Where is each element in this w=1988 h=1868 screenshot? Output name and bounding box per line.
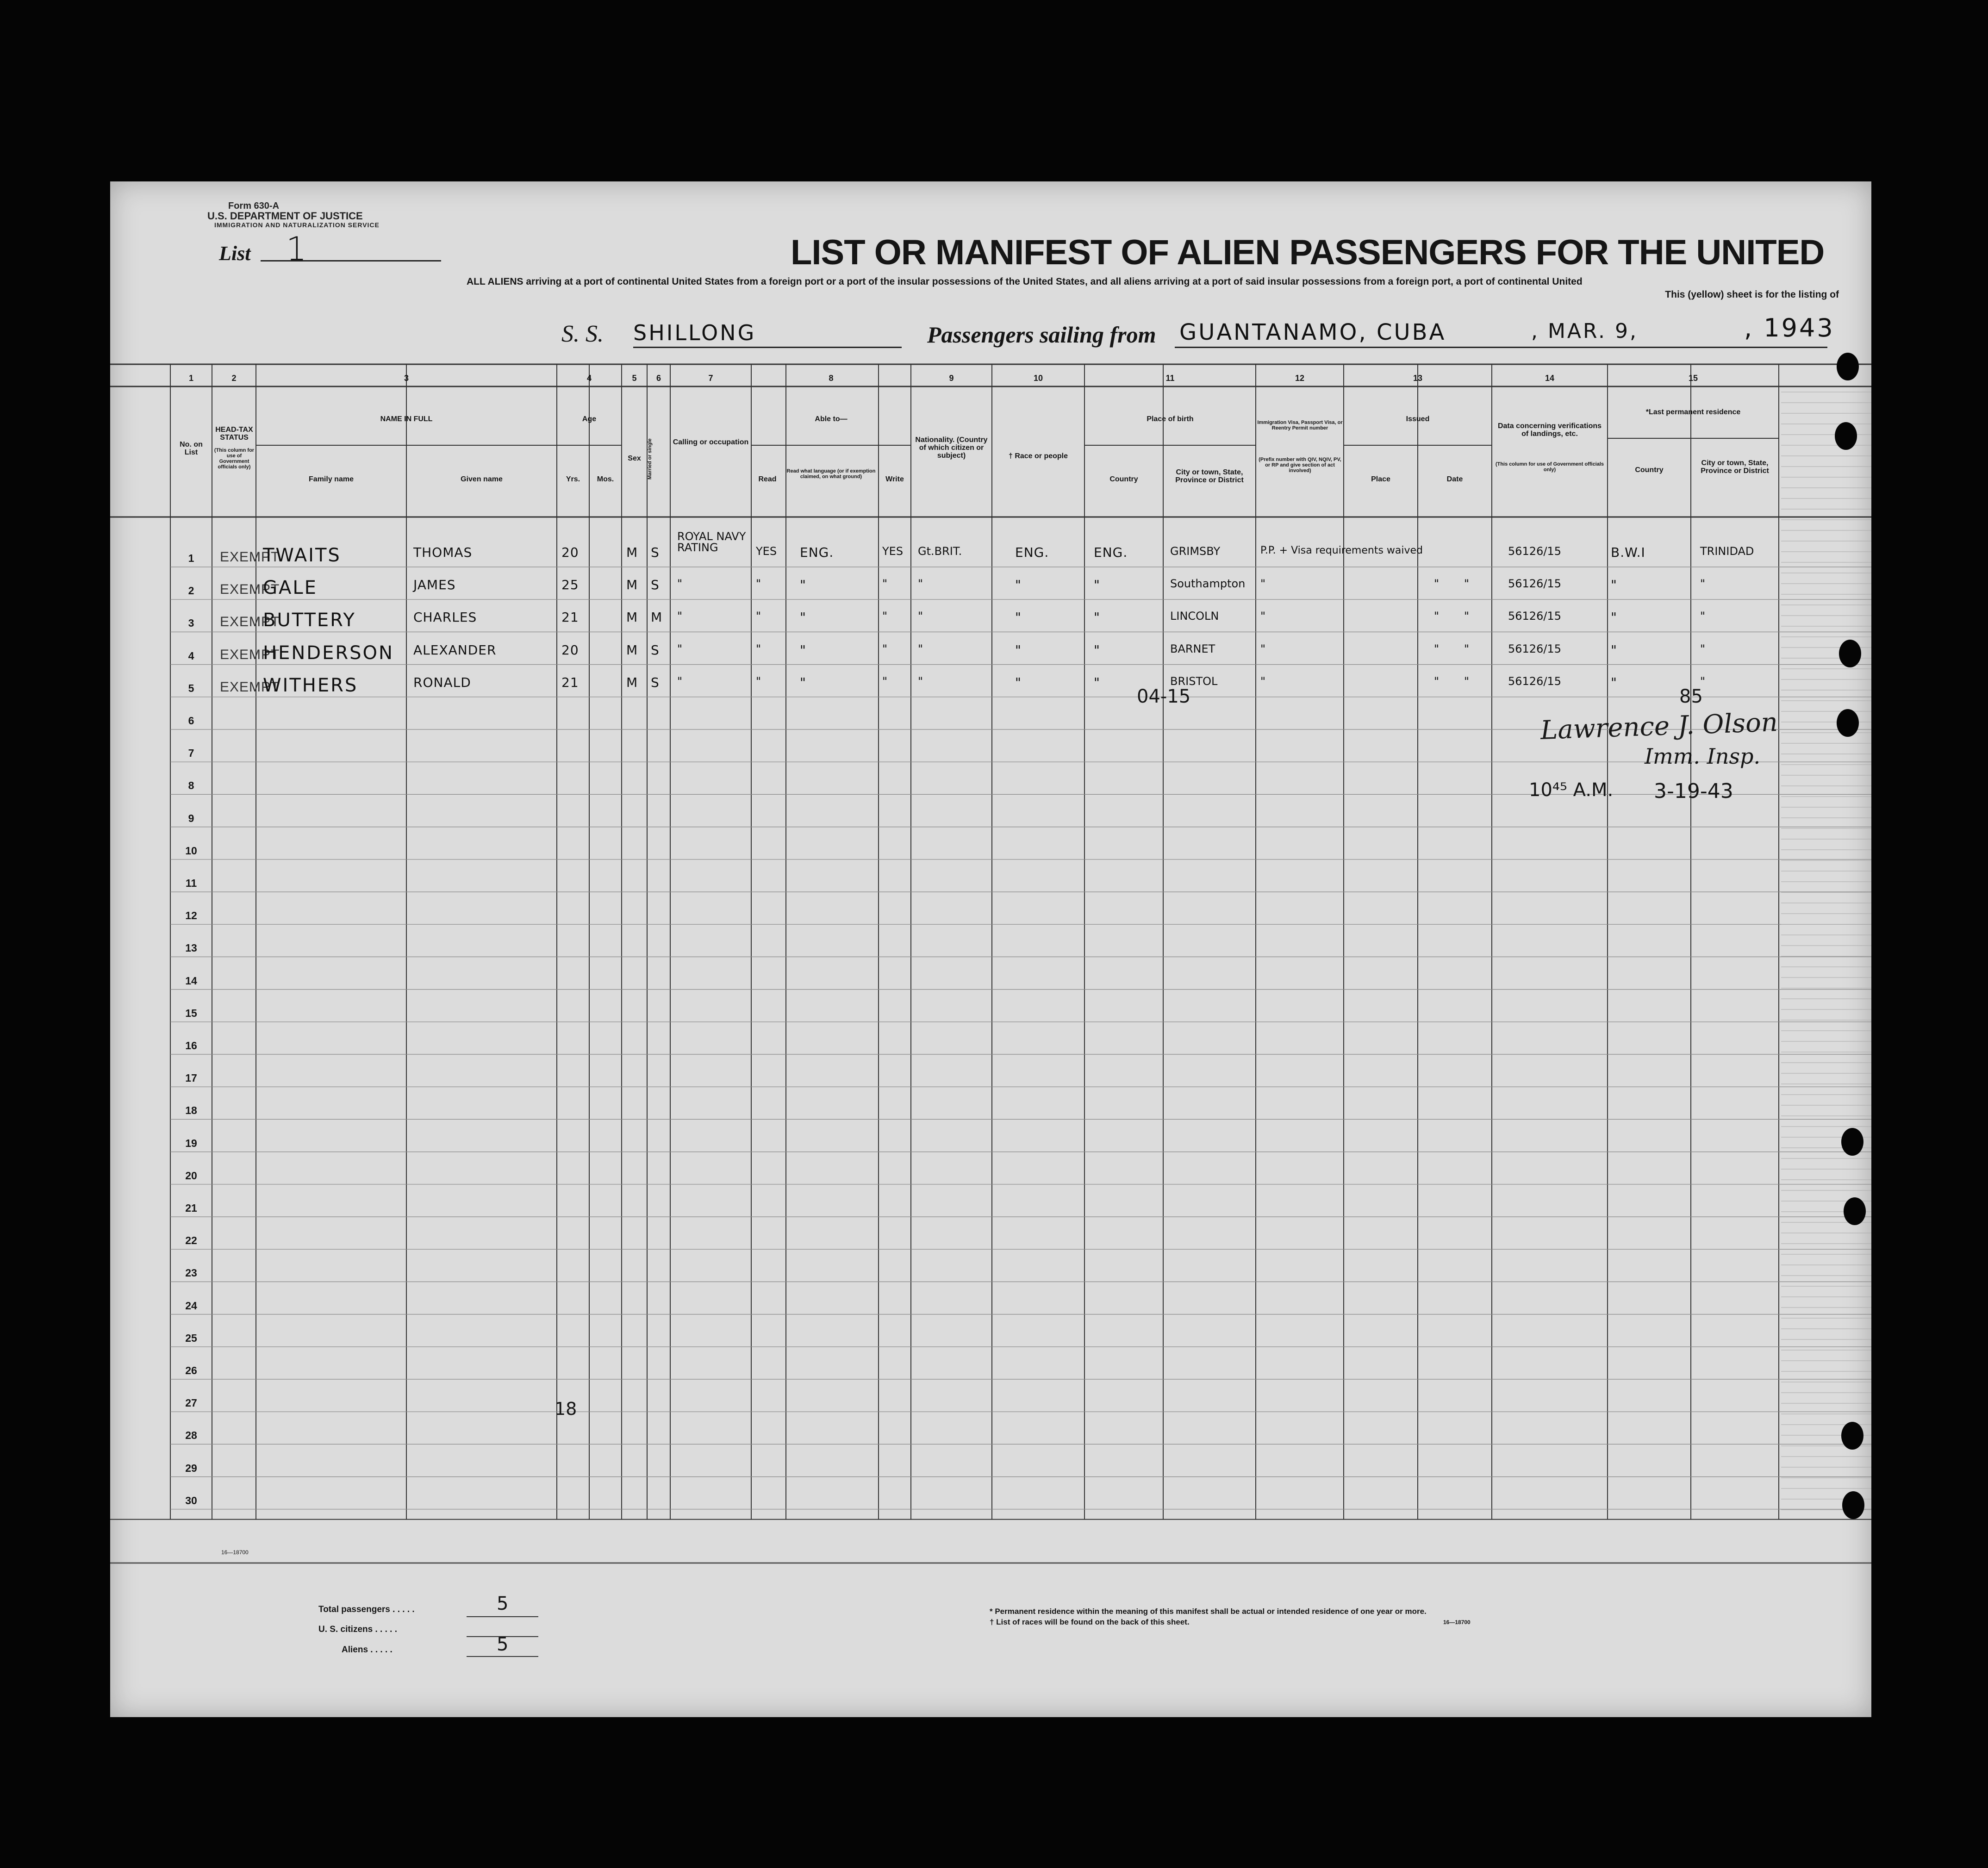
form-number: Form 630-A	[228, 201, 280, 211]
service-name: IMMIGRATION AND NATURALIZATION SERVICE	[214, 221, 380, 229]
visa-number: "	[1260, 674, 1266, 688]
issued-date: "	[1464, 674, 1470, 688]
residence-city: TRINIDAD	[1700, 545, 1754, 558]
visa-number: "	[1260, 577, 1266, 591]
header-visa-note: (Prefix number with QIV, NQIV, PV, or RP and give section of act involved)	[1259, 457, 1341, 473]
can-read: "	[756, 674, 761, 688]
row-number: 10	[185, 844, 197, 857]
row-number: 28	[185, 1429, 197, 1442]
age-years: 25	[561, 577, 579, 593]
row-number: 25	[185, 1332, 197, 1344]
birth-country: ENG.	[1094, 545, 1128, 560]
row-number: 15	[185, 1007, 197, 1019]
inspection-time: 10⁴⁵ A.M.	[1529, 779, 1614, 801]
birth-country: "	[1094, 577, 1100, 593]
aliens-label: Aliens . . . . .	[342, 1645, 393, 1655]
read-language: "	[800, 674, 806, 690]
birth-country: "	[1094, 610, 1100, 625]
issued-place: "	[1434, 610, 1440, 623]
age-years: 21	[561, 674, 579, 690]
can-write: "	[882, 642, 888, 655]
head-tax-status: EXEMPT	[220, 679, 280, 695]
header-race: † Race or people	[1008, 452, 1068, 460]
row-number: 21	[185, 1202, 197, 1214]
header-name-in-full: NAME IN FULL	[380, 415, 433, 423]
binder-hole	[1842, 1491, 1864, 1519]
calling: "	[677, 577, 683, 591]
row-number: 23	[185, 1267, 197, 1279]
col-num-3: 3	[404, 374, 409, 383]
row-number: 8	[188, 779, 194, 792]
total-passengers-line	[467, 1616, 538, 1617]
header-issued: Issued	[1406, 415, 1430, 423]
residence-city: "	[1700, 674, 1706, 688]
sex: M	[626, 674, 638, 690]
marital-status: S	[651, 577, 660, 593]
header-head-tax-note: (This column for use of Government officials only)	[214, 448, 255, 470]
inspection-date: 3-19-43	[1654, 779, 1733, 803]
us-citizens-label: U. S. citizens . . . . .	[318, 1625, 397, 1634]
header-res-country: Country	[1635, 466, 1664, 474]
can-read: "	[756, 577, 761, 591]
row-number: 7	[188, 747, 194, 760]
family-name: HENDERSON	[263, 642, 394, 664]
calling: ROYAL NAVY RATING	[677, 530, 746, 554]
row-number: 20	[185, 1169, 197, 1182]
binder-hole	[1839, 640, 1861, 667]
header-head-tax: HEAD-TAX STATUS	[215, 426, 253, 442]
sailing-date: , MAR. 9,	[1531, 319, 1638, 343]
birth-city: BARNET	[1170, 642, 1215, 655]
given-name: THOMAS	[413, 545, 473, 560]
header-nationality: Nationality. (Country of which citizen or subject)	[915, 436, 988, 460]
binder-hole	[1837, 709, 1859, 737]
residence-country: "	[1611, 577, 1617, 593]
col-num-4: 4	[586, 374, 592, 383]
can-read: "	[756, 610, 761, 623]
sex: M	[626, 545, 638, 560]
header-married: Married or single	[647, 438, 653, 480]
header-sex: Sex	[628, 455, 641, 462]
can-read: "	[756, 642, 761, 655]
ship-name: SHILLONG	[633, 320, 756, 345]
col-num-7: 7	[708, 374, 713, 383]
footnote-code: 16—18700	[1443, 1619, 1471, 1625]
landing-data: 56126/15	[1508, 674, 1561, 688]
col-num-14: 14	[1545, 374, 1555, 383]
issued-place: "	[1434, 674, 1440, 688]
row-number: 6	[188, 715, 194, 727]
issued-place: "	[1434, 642, 1440, 655]
issued-date: "	[1464, 577, 1470, 591]
list-number: 1	[286, 230, 307, 268]
manifest-title: LIST OR MANIFEST OF ALIEN PASSENGERS FOR THE UNITED	[791, 233, 1825, 272]
birth-country: "	[1094, 674, 1100, 690]
header-read-language: Read what language (or if exemption claimed, on what ground)	[786, 468, 876, 479]
header-calling: Calling or occupation	[673, 438, 749, 446]
read-language: "	[800, 610, 806, 625]
header-age: Age	[582, 415, 597, 423]
footnote-races: † List of races will be found on the back of this sheet.	[990, 1618, 1190, 1626]
row-number: 18	[185, 1104, 197, 1117]
nationality: Gt.BRIT.	[918, 545, 962, 558]
residence-country: "	[1611, 610, 1617, 625]
marital-status: S	[651, 545, 660, 560]
race: ENG.	[1015, 545, 1049, 560]
birth-city: GRIMSBY	[1170, 545, 1221, 558]
race: "	[1015, 674, 1022, 690]
race: "	[1015, 577, 1022, 593]
inspector-title: Imm. Insp.	[1645, 744, 1761, 769]
marital-status: S	[651, 642, 660, 658]
residence-city: "	[1700, 610, 1706, 623]
residence-country: "	[1611, 674, 1617, 690]
header-family-name: Family name	[309, 475, 354, 483]
row-number: 9	[188, 812, 194, 824]
nationality: "	[918, 610, 923, 623]
family-name: BUTTERY	[263, 610, 356, 631]
landing-data: 56126/15	[1508, 642, 1561, 655]
header-mos: Mos.	[597, 475, 614, 483]
col-num-11: 11	[1165, 374, 1175, 383]
row-number: 11	[185, 877, 197, 889]
head-tax-status: EXEMPT	[220, 647, 280, 662]
residence-city: "	[1700, 577, 1706, 591]
visa-number: "	[1260, 610, 1266, 623]
sex: M	[626, 642, 638, 658]
birth-country: "	[1094, 642, 1100, 658]
landing-data: 56126/15	[1508, 545, 1561, 558]
sailing-port: GUANTANAMO, CUBA	[1179, 319, 1446, 345]
row-number: 3	[188, 617, 194, 629]
birth-city: BRISTOL	[1170, 674, 1218, 688]
header-last-residence: *Last permanent residence	[1645, 408, 1741, 416]
subtitle-line-1: ALL ALIENS arriving at a port of continental United States from a foreign port or a port of the insular possessions of the United States, and all aliens arriving at a port of said insular possessions from a foreign port, a port of continental United	[467, 276, 1583, 287]
read-language: "	[800, 642, 806, 658]
row-number: 5	[188, 682, 194, 694]
aliens-line	[467, 1656, 538, 1657]
row-number: 30	[185, 1494, 197, 1507]
row-number: 13	[185, 942, 197, 954]
col-num-1: 1	[188, 374, 193, 383]
header-write: Write	[885, 475, 904, 483]
issued-place: "	[1434, 577, 1440, 591]
race: "	[1015, 642, 1022, 658]
sailing-year: , 1943	[1744, 313, 1835, 342]
landing-data: 56126/15	[1508, 610, 1561, 623]
header-birth-city: City or town, State, Province or District	[1175, 468, 1244, 484]
binder-hole	[1844, 1197, 1866, 1225]
annotation-top-note: 04-15	[1137, 686, 1191, 707]
header-issued-date: Date	[1446, 475, 1463, 483]
row-number: 16	[185, 1040, 197, 1052]
row-number: 27	[185, 1397, 197, 1409]
read-language: ENG.	[800, 545, 834, 560]
residence-city: "	[1700, 642, 1706, 655]
ship-label: S. S.	[561, 321, 604, 347]
row-number: 22	[185, 1234, 197, 1247]
can-write: "	[882, 674, 888, 688]
count-mark: 18	[555, 1399, 577, 1419]
annotation-top-note-2: 85	[1679, 686, 1703, 707]
age-years: 21	[561, 610, 579, 625]
sex: M	[626, 577, 638, 593]
given-name: RONALD	[413, 674, 471, 690]
binder-hole	[1841, 1422, 1863, 1450]
can-write: "	[882, 577, 888, 591]
visa-number: P.P. + Visa requirements waived	[1260, 545, 1423, 556]
header-issued-place: Place	[1371, 475, 1390, 483]
binder-hole	[1837, 353, 1859, 380]
aliens-value: 5	[497, 1634, 509, 1655]
list-label: List	[219, 242, 251, 265]
issued-date: "	[1464, 610, 1470, 623]
header-landing-note: (This column for use of Government officials only)	[1495, 461, 1604, 473]
sex: M	[626, 610, 638, 625]
given-name: JAMES	[413, 577, 456, 593]
header-place-of-birth: Place of birth	[1147, 415, 1194, 423]
can-write: YES	[882, 545, 904, 558]
landing-data: 56126/15	[1508, 577, 1561, 591]
header-landing-data: Data concerning verifications of landings, etc.	[1497, 422, 1602, 438]
subtitle-line-2: This (yellow) sheet is for the listing of	[1665, 289, 1839, 300]
col-num-12: 12	[1295, 374, 1305, 383]
read-language: "	[800, 577, 806, 593]
residence-country: B.W.I	[1611, 545, 1645, 560]
total-passengers-label: Total passengers . . . . .	[318, 1605, 415, 1614]
nationality: "	[918, 642, 923, 655]
row-number: 24	[185, 1299, 197, 1312]
residence-country: "	[1611, 642, 1617, 658]
calling: "	[677, 610, 683, 623]
form-code: 16—18700	[221, 1549, 249, 1556]
row-number: 19	[185, 1137, 197, 1149]
row-number: 17	[185, 1072, 197, 1084]
row-number: 4	[188, 649, 194, 662]
can-write: "	[882, 610, 888, 623]
race: "	[1015, 610, 1022, 625]
col-num-9: 9	[949, 374, 954, 383]
head-tax-status: EXEMPT	[220, 582, 280, 598]
birth-city: Southampton	[1170, 577, 1246, 591]
family-name: GALE	[263, 577, 318, 599]
family-name: TWAITS	[263, 545, 341, 566]
visa-number: "	[1260, 642, 1266, 655]
binder-hole	[1841, 1128, 1863, 1156]
given-name: ALEXANDER	[413, 642, 497, 658]
row-number: 26	[185, 1364, 197, 1376]
col-num-10: 10	[1033, 374, 1043, 383]
row-number: 2	[188, 585, 194, 597]
marital-status: S	[651, 674, 660, 690]
manifest-sheet	[110, 181, 1871, 1717]
total-passengers-value: 5	[497, 1593, 509, 1614]
header-visa: Immigration Visa, Passport Visa, or Reentry Permit number	[1257, 420, 1343, 431]
birth-city: LINCOLN	[1170, 610, 1219, 623]
col-num-5: 5	[632, 374, 637, 383]
header-read: Read	[758, 475, 777, 483]
calling: "	[677, 674, 683, 688]
header-given-name: Given name	[461, 475, 503, 483]
head-tax-status: EXEMPT	[220, 549, 280, 565]
row-number: 1	[188, 552, 194, 564]
department-name: U.S. DEPARTMENT OF JUSTICE	[207, 210, 363, 222]
head-tax-status: EXEMPT	[220, 614, 280, 630]
header-birth-country: Country	[1109, 475, 1138, 483]
inspector-signature: Lawrence J. Olson	[1540, 707, 1778, 746]
can-read: YES	[756, 545, 777, 558]
family-name: WITHERS	[263, 674, 358, 696]
age-years: 20	[561, 642, 579, 658]
col-num-13: 13	[1413, 374, 1423, 383]
col-num-15: 15	[1688, 374, 1698, 383]
binder-hole	[1835, 422, 1857, 450]
header-yrs: Yrs.	[566, 475, 580, 483]
calling: "	[677, 642, 683, 655]
col-num-8: 8	[829, 374, 834, 383]
given-name: CHARLES	[413, 610, 477, 625]
row-number: 14	[185, 974, 197, 987]
marital-status: M	[651, 610, 663, 625]
sailing-label: Passengers sailing from	[927, 322, 1156, 348]
age-years: 20	[561, 545, 579, 560]
row-number: 29	[185, 1462, 197, 1474]
header-able-to: Able to—	[815, 415, 848, 423]
row-number: 12	[185, 909, 197, 922]
col-num-2: 2	[231, 374, 237, 383]
col-num-6: 6	[656, 374, 661, 383]
issued-date: "	[1464, 642, 1470, 655]
nationality: "	[918, 674, 923, 688]
header-res-city: City or town, State, Province or District	[1701, 459, 1769, 475]
footnote-residence: * Permanent residence within the meaning of this manifest shall be actual or intended residence of one year or more.	[990, 1607, 1427, 1616]
nationality: "	[918, 577, 923, 591]
header-no-on-list: No. on List	[180, 441, 203, 456]
